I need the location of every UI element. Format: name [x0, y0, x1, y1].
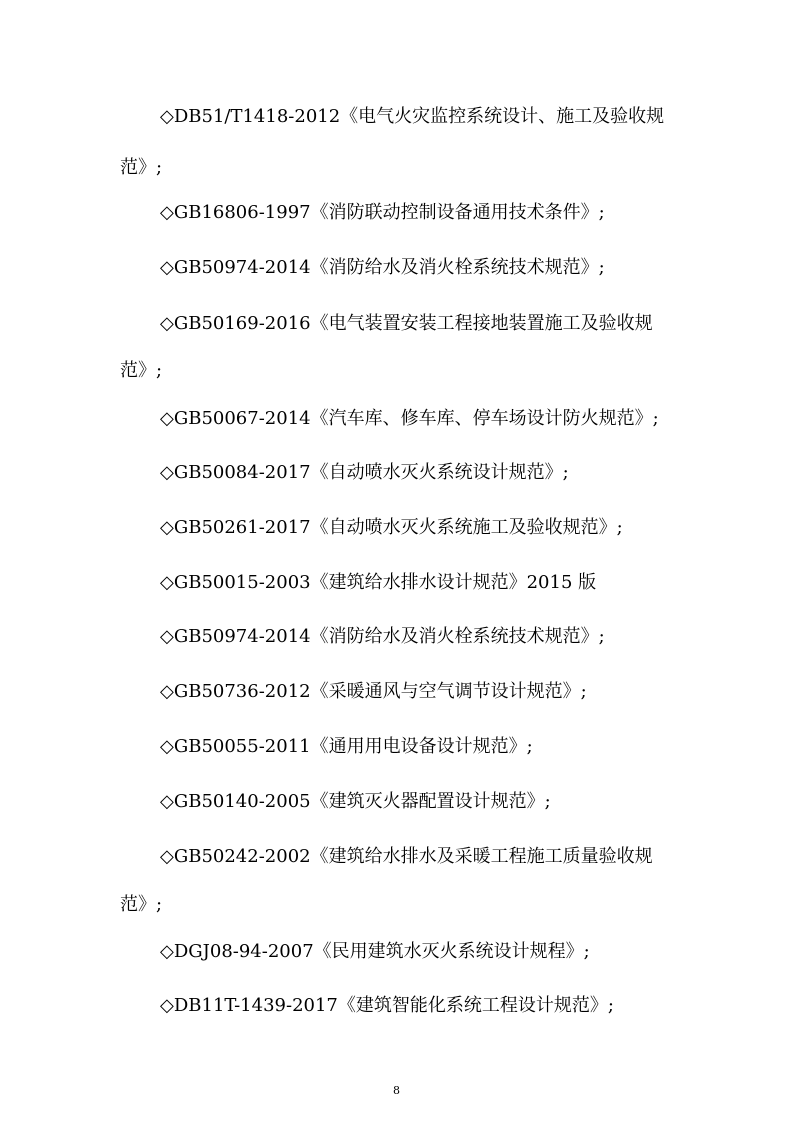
standard-entry-line: ◇DGJ08-94-2007《民用建筑水灭火系统设计规程》; [160, 941, 590, 962]
standard-entry-line: ◇GB50015-2003《建筑给水排水设计规范》2015 版 [160, 572, 597, 593]
standard-entry-line: ◇DB11T-1439-2017《建筑智能化系统工程设计规范》; [160, 995, 614, 1016]
standard-entry-line: ◇DB51/T1418-2012《电气火灾监控系统设计、施工及验收规 [160, 106, 665, 127]
standard-entry-line: ◇GB50974-2014《消防给水及消火栓系统技术规范》; [160, 626, 605, 647]
standard-entry-continuation: 范》; [120, 894, 163, 915]
standard-entry-line: ◇GB50736-2012《采暖通风与空气调节设计规范》; [160, 681, 587, 702]
standard-entry-line: ◇GB50084-2017《自动喷水灭火系统设计规范》; [160, 462, 569, 483]
standard-entry-line: ◇GB50067-2014《汽车库、修车库、停车场设计防火规范》; [160, 408, 659, 429]
standard-entry-line: ◇GB50261-2017《自动喷水灭火系统施工及验收规范》; [160, 517, 623, 538]
standard-entry-line: ◇GB50055-2011《通用用电设备设计规范》; [160, 736, 533, 757]
standard-entry-line: ◇GB50242-2002《建筑给水排水及采暖工程施工质量验收规 [160, 846, 653, 867]
standard-entry-continuation: 范》; [120, 360, 163, 381]
standard-entry-line: ◇GB50140-2005《建筑灭火器配置设计规范》; [160, 791, 551, 812]
standard-entry-line: ◇GB16806-1997《消防联动控制设备通用技术条件》; [160, 202, 605, 223]
page-number: 8 [393, 1084, 400, 1097]
standard-entry-line: ◇GB50169-2016《电气装置安装工程接地装置施工及验收规 [160, 313, 653, 334]
standard-entry-continuation: 范》; [120, 157, 163, 178]
standard-entry-line: ◇GB50974-2014《消防给水及消火栓系统技术规范》; [160, 257, 605, 278]
